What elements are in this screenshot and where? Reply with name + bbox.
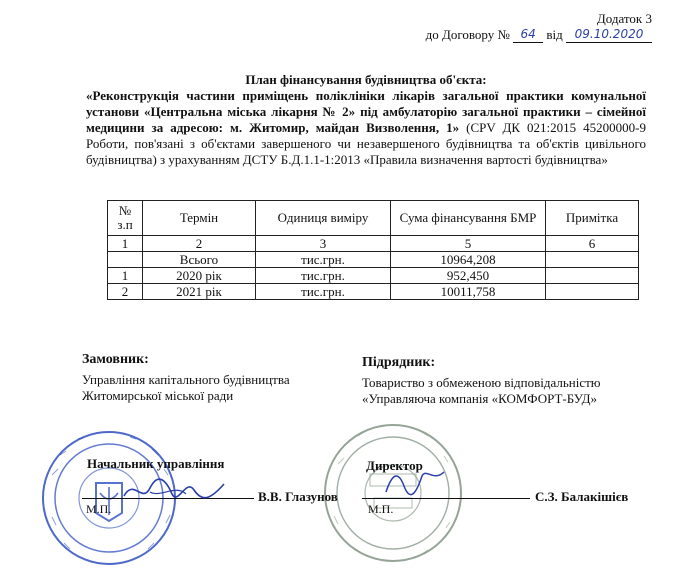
contract-date: 09.10.2020	[566, 27, 652, 43]
appendix-label: Додаток 3	[596, 11, 652, 26]
row-term: 2021 рік	[143, 284, 256, 300]
row-number: 1	[108, 268, 143, 284]
contractor-name	[362, 375, 601, 407]
customer-name-line-1: Управління капітального будівництва	[82, 372, 290, 387]
row-unit: тис.грн.	[256, 284, 391, 300]
row-sum: 10964,208	[391, 252, 546, 268]
row-number	[108, 252, 143, 268]
row-note	[546, 252, 639, 268]
row-note	[546, 268, 639, 284]
table-row	[108, 252, 639, 268]
contractor-name-line-1: Товариство з обмеженою відповідальністю	[362, 375, 601, 390]
header-sum: Сума фінансування БМР	[391, 201, 546, 236]
contractor-mp-label: М.П.	[368, 502, 394, 516]
document-title	[86, 72, 646, 168]
customer-mp-label: М.П.	[86, 502, 112, 516]
numbering-cell: 2	[143, 236, 256, 252]
date-prefix: від	[546, 27, 563, 42]
header-number: № з.п	[108, 201, 143, 236]
customer-name	[82, 372, 290, 404]
row-number: 2	[108, 284, 143, 300]
numbering-cell: 1	[108, 236, 143, 252]
header-term: Термін	[143, 201, 256, 236]
contract-reference	[426, 27, 652, 43]
contractor-heading: Підрядник:	[362, 355, 436, 370]
table-row	[108, 268, 639, 284]
header-unit: Одиниця виміру	[256, 201, 391, 236]
table-numbering-row	[108, 236, 639, 252]
title-line-3: (CPV ДК 021:2015 45200000-9 Роботи, пов'язані з об'єктами завершеного чи незавершеного будівництва та об'єктів цивільного будівництва) з урахуванням ДСТУ Б.Д.1.1-1:2013 «Правила визначення вартості будівництва»	[86, 120, 647, 167]
table-row	[108, 284, 639, 300]
customer-signer-title: Начальник управління	[87, 456, 225, 471]
customer-signature-icon	[120, 472, 230, 508]
contractor-signer-name: С.З. Балакішієв	[535, 489, 629, 504]
financing-table	[107, 200, 639, 300]
contract-prefix: до Договору №	[425, 27, 510, 42]
header-note: Примітка	[546, 201, 639, 236]
customer-name-line-2: Житомирської міської ради	[82, 388, 234, 403]
contractor-name-line-2: «Управляюча компанія «КОМФОРТ-БУД»	[362, 391, 598, 406]
customer-heading: Замовник:	[82, 352, 149, 367]
table-header-row	[108, 201, 639, 236]
numbering-cell: 5	[391, 236, 546, 252]
numbering-cell: 3	[256, 236, 391, 252]
row-sum: 952,450	[391, 268, 546, 284]
customer-signer-name: В.В. Глазунов	[258, 489, 338, 504]
contractor-signer-title: Директор	[366, 458, 423, 473]
row-sum: 10011,758	[391, 284, 546, 300]
row-unit: тис.грн.	[256, 268, 391, 284]
row-note	[546, 284, 639, 300]
title-line-2: «Реконструкція частини приміщень поліклініки лікарів загальної практики комунальної установи «Центральна міська лікарня № 2» під амбулаторію загальної практики – сімейної медицини за адресою: м. Житомир, майдан Визволення, 1»	[86, 88, 646, 135]
row-term: Всього	[143, 252, 256, 268]
contract-number: 64	[513, 27, 543, 43]
contractor-signature-icon	[380, 464, 450, 498]
row-term: 2020 рік	[143, 268, 256, 284]
title-line-1: План фінансування будівництва об'єкта:	[245, 72, 487, 87]
numbering-cell: 6	[546, 236, 639, 252]
row-unit: тис.грн.	[256, 252, 391, 268]
